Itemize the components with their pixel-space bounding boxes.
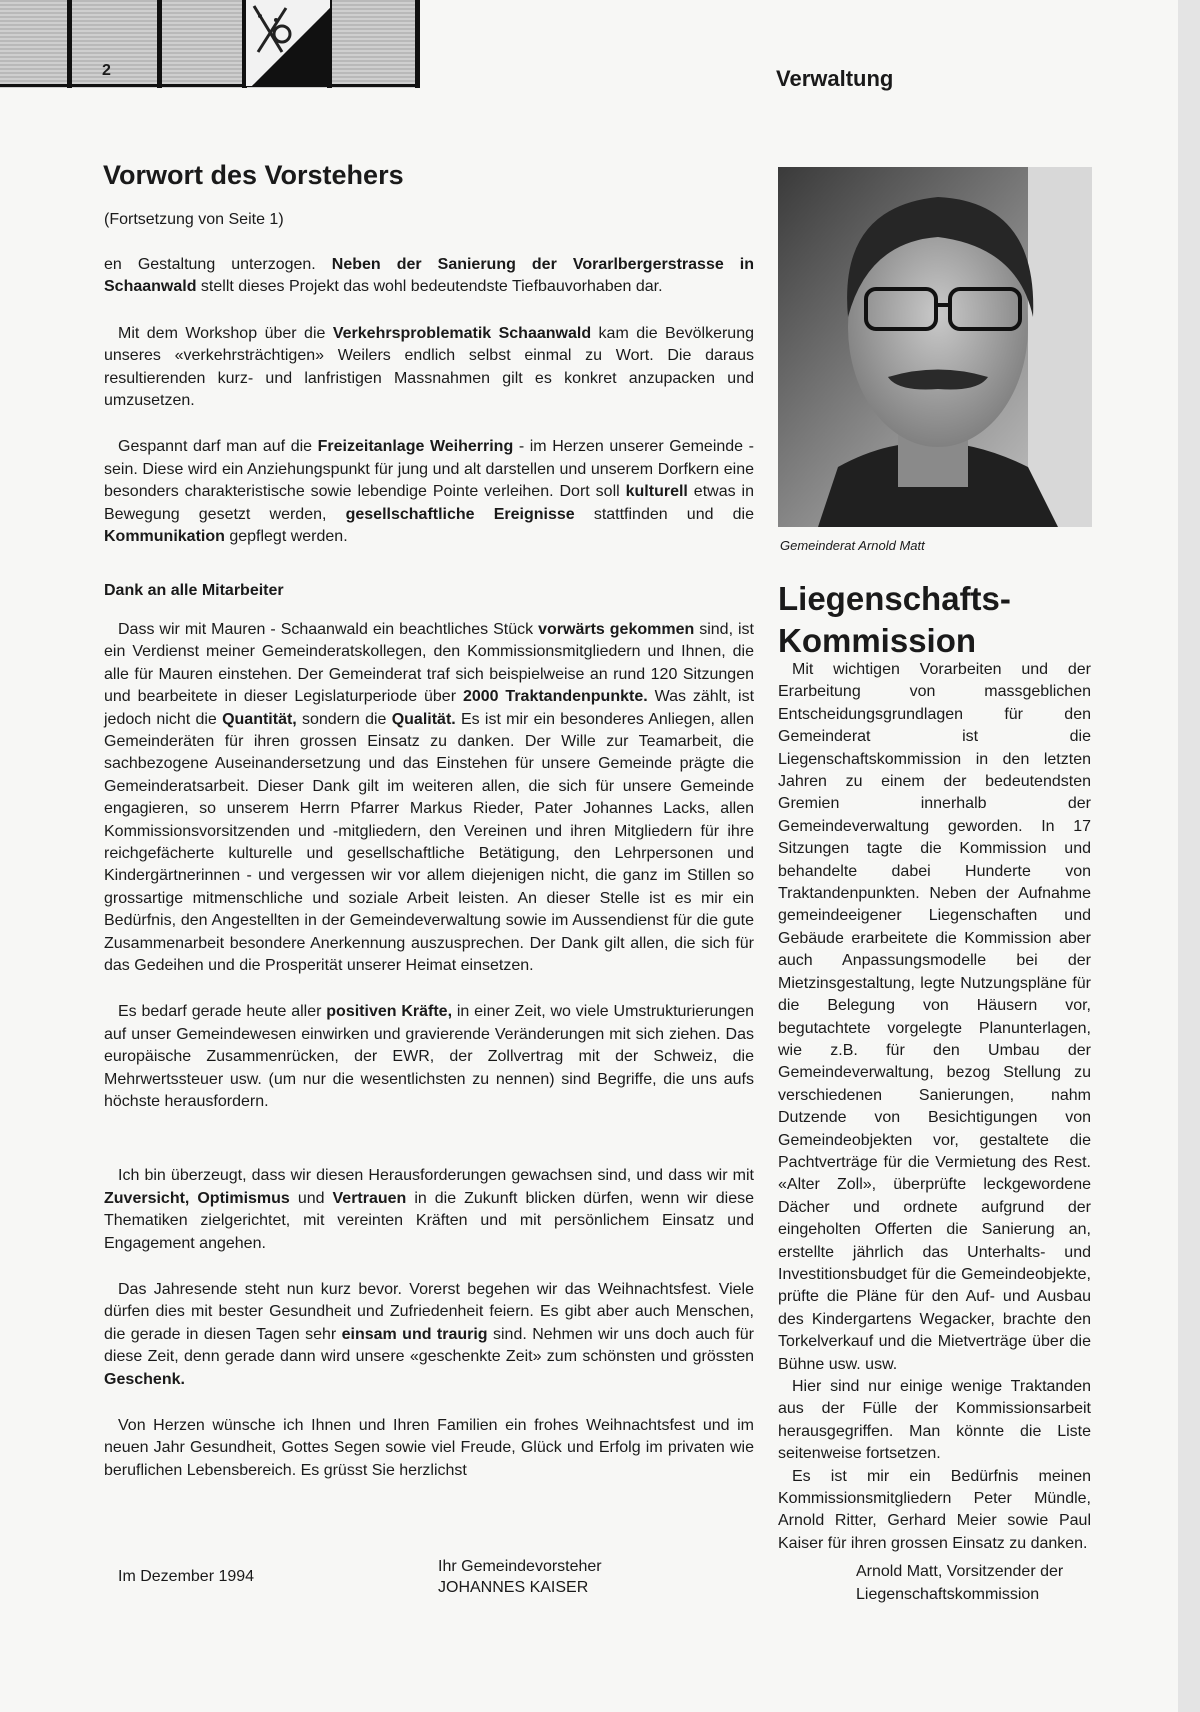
paragraph: Hier sind nur einige wenige Traktanden aus der Fülle der Kommissionsarbeit herausgegriffen. Man könnte die Liste seitenweise fortsetzen. (778, 1378, 1091, 1463)
paragraph: Das Jahresende steht nun kurz bevor. Vorerst begehen wir das Weihnachtsfest. Viele dürfen dies mit bester Gesundheit und Zufriedenheit feiern. Es gibt aber auch Menschen, die gerade in diesen Tagen sehr einsam und traurig sind. Nehmen wir uns doch auch für diese Zeit, denn gerade dann wird unsere «geschenkte Zeit» zum schönsten und grössten Geschenk. (104, 1281, 755, 1388)
signoff-signature (438, 1556, 602, 1598)
article-body (104, 254, 754, 1506)
signoff-role: Ihr Gemeindevorsteher (438, 1558, 602, 1575)
signoff-name: JOHANNES KAISER (438, 1579, 589, 1596)
sidebar-signature: Arnold Matt, Vorsitzender der Liegenschaftskommission (856, 1563, 1064, 1603)
paragraph: Gespannt darf man auf die Freizeitanlage Weiherring - im Herzen unserer Gemeinde - sein. Diese wird ein Anziehungspunkt für jung und alt darstellen und unserem Dorfkern eine besonders charakteristische sowie lebendige Pointe verleihen. Dort soll kulturell etwas in Bewegung gesetzt werden, gesellschaftliche Ereignisse stattfinden und die Kommunikation gepflegt werden. (104, 438, 755, 546)
header-rule (157, 0, 162, 88)
section-heading: Dank an alle Mitarbeiter (104, 582, 284, 600)
crest-icon (246, 0, 330, 88)
paragraph: en Gestaltung unterzogen. Neben der Sanierung der Vorarlbergerstrasse in Schaanwald stellt dieses Projekt das wohl bedeutendste Tiefbauvorhaben dar. (104, 256, 754, 296)
paragraph: Es bedarf gerade heute aller positiven Kräfte, in einer Zeit, wo viele Umstrukturierungen auf unser Gemeindewesen einwirken und gravierende Veränderungen mit sich ziehen. Das europäische Zusammenrücken, der EWR, der Zollvertrag mit der Schweiz, die Mehrwertssteuer usw. (um nur die wesentlichsten zu nennen) sind Begriffe, die uns aufs höchste herausfordern. (104, 1003, 755, 1110)
paragraph: Ich bin überzeugt, dass wir diesen Herausforderungen gewachsen sind, und dass wir mit Zuversicht, Optimismus und Vertrauen in die Zukunft blicken dürfen, wenn wir diese Thematiken zielgerichtet, mit vereinten Kräften und mit persönlichem Einsatz und Engagement angehen. (104, 1167, 755, 1252)
sidebar-body (778, 659, 1091, 1606)
photo-caption: Gemeinderat Arnold Matt (780, 538, 925, 553)
paragraph: Von Herzen wünsche ich Ihnen und Ihren Familien ein frohes Weihnachtsfest und im neuen Jahr Gesundheit, Gottes Segen sowie viel Freude, Glück und Erfolg im privaten wie beruflichen Lebensbereich. Es grüsst Sie herzlichst (104, 1417, 754, 1479)
section-label: Verwaltung (776, 66, 894, 91)
paragraph: Mit dem Workshop über die Verkehrsproblematik Schaanwald kam die Bevölkerung unseres «verkehrsträchtigen» Weilers endlich selbst einmal zu Wort. Die daraus resultierenden kurz- und lanfristigen Massnahmen gilt es konkret anzupacken und umzusetzen. (104, 324, 754, 410)
paragraph: Mit wichtigen Vorarbeiten und der Erarbeitung von massgeblichen Entscheidungsgrundlagen für den Gemeinderat ist die Liegenschaftskommission in den letzten Jahren zu einem der bedeutendsten Gremien innerhalb der Gemeindeverwaltung geworden. In 17 Sitzungen tagte die Kommission und behandelte dabei Hunderte von Traktandenpunkten. Neben der Aufnahme gemeindeeigener Liegenschaften und Gebäude erarbeitete die Kommission aber auch Anpassungsmodelle bei der Mietzinsgestaltung, legte Nutzungspläne für die Belegung von Häusern vor, begutachtete vorgelegte Planunterlagen, wie z.B. für den Umbau der Gemeindeverwaltung, bezog Stellung zu verschiedenen Sanierungen, nahm Dutzende von Besichtigungen von Gemeindeobjekten vor, gestaltete die Pachtverträge für die Vermietung des Rest. «Alter Zoll», überprüfte leckgewordene Dächer und ordnete aufgrund der eingeholten Offerten die Sanierung an, erstellte jährlich das Unterhalts- und Investitionsbudget für die Gemeindeobjekte, prüfte die Pläne für den Auf- und Ausbau des Kindergartens Wegacker, brachte den Torkelverkauf und die Mietverträge über die Bühne usw. usw. (778, 661, 1091, 1373)
paragraph: Es ist mir ein Bedürfnis meinen Kommissionsmitgliedern Peter Mündle, Arnold Ritter, Gerhard Meier sowie Paul Kaiser für ihren grossen Einsatz zu danken. (778, 1467, 1091, 1552)
header-underline (0, 84, 420, 87)
page-edge (1178, 0, 1200, 1712)
article-title: Vorwort des Vorstehers (103, 160, 404, 190)
header-rule (67, 0, 72, 88)
header-strip (0, 0, 420, 88)
article-subtitle: (Fortsetzung von Seite 1) (104, 211, 284, 228)
signoff-date: Im Dezember 1994 (118, 1568, 255, 1585)
sidebar-title: Liegenschafts- Kommission (778, 580, 1011, 659)
header-rule (415, 0, 420, 88)
paragraph: Dass wir mit Mauren - Schaanwald ein beachtliches Stück vorwärts gekommen sind, ist ein Verdienst meiner Gemeinderatskollegen, den Kommissionsmitgliedern und Ihnen, die alle für Mauren einstehen. Der Gemeinderat traf sich beispielweise an rund 120 Sitzungen und bearbeitete in dieser Legislaturperiode über 2000 Traktandenpunkte. Was zählt, ist jedoch nicht die Quantität, sondern die Qualität. Es ist mir ein besonderes Anliegen, allen Gemeinderäten für ihren grossen Einsatz zu danken. Der Wille zur Teamarbeit, die sachbezogene Auseinandersetzung und das Einstehen für unsere Gemeinde prägte die Gemeinderatsarbeit. Dieser Dank gilt im weiteren allen, die sich für unsere Gemeinde engagieren, so unserem Herrn Pfarrer Markus Rieder, Pater Johannes Lacks, allen Kommissionsvorsitzenden und -mitgliedern, den Vereinen und ihren Mitgliedern für ihre reichgefächerte kulturelle und gesellschaftliche Betätigung, den Lehrpersonen und Kindergärtnerinnen - und vergessen wir vor allem diejenigen nicht, die ganz im Stillen so grossartige mitmenschliche und soziale Arbeit leisten. An dieser Stelle ist es mir ein Bedürfnis, den Angestellten in der Gemeindeverwaltung sowie im Aussendienst für die gute Zusammenarbeit besondere Anerkennung auszusprechen. Der Dank gilt allen, die sich für das Gedeihen und die Prosperität unserer Heimat einsetzen. (104, 620, 755, 974)
portrait-photo (778, 167, 1092, 527)
page-number: 2 (102, 62, 111, 79)
